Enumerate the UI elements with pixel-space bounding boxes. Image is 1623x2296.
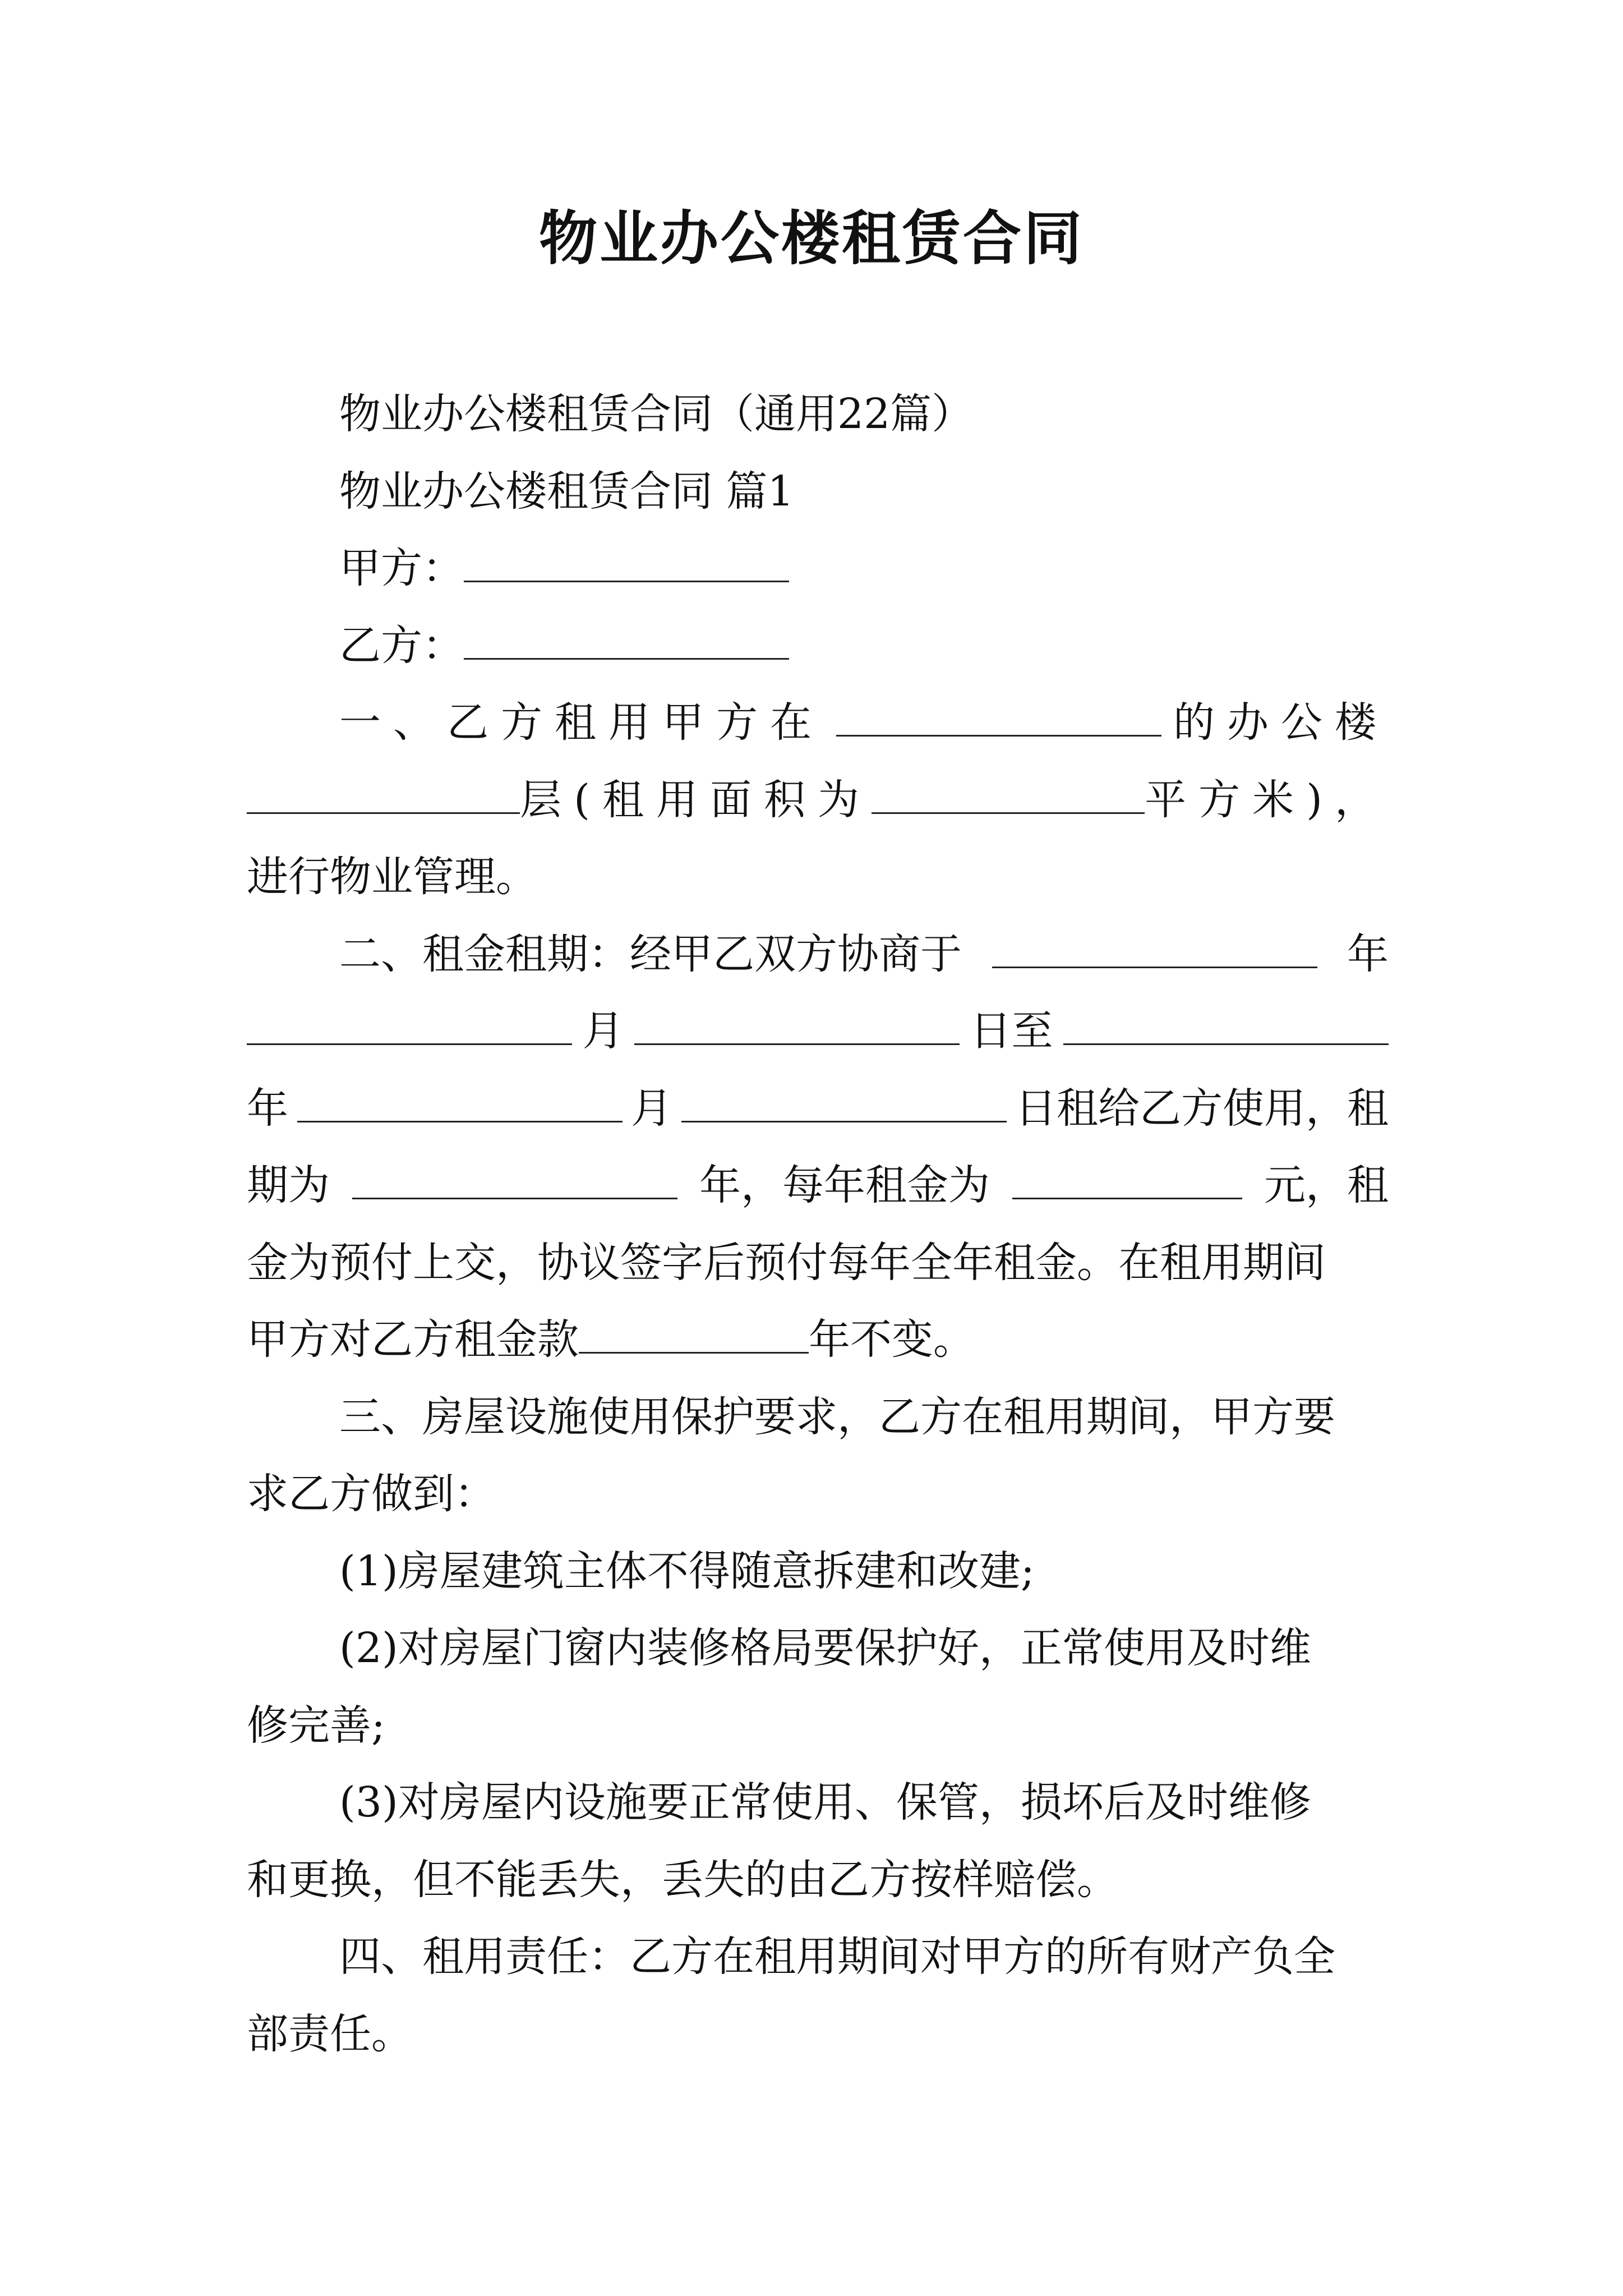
clause-3-line-2 <box>247 1456 1389 1533</box>
party-a-line <box>247 530 1389 608</box>
party-b-blank <box>464 623 789 660</box>
clause-2-term-blank <box>352 1163 677 1199</box>
clause-1-text-a: 一、乙方租用甲方在 <box>339 698 824 747</box>
clause-2-day-blank-1 <box>634 1009 960 1045</box>
clause-4-text-b: 部责任。 <box>247 2009 413 2058</box>
clause-2-text-i: 年，每年租金为 <box>699 1161 990 1209</box>
clause-2-month-blank-1 <box>247 1009 572 1045</box>
party-b-label: 乙方： <box>339 621 464 670</box>
section-heading-text: 物业办公楼租赁合同 篇1 <box>339 467 794 516</box>
clause-2-text-g: 日租给乙方使用，租 <box>1015 1084 1389 1133</box>
clause-2-day-blank-2 <box>681 1086 1007 1122</box>
clause-1-line-2 <box>247 762 1389 839</box>
clause-2-text-h: 期为 <box>247 1161 330 1209</box>
clause-2-text-m: 年不变。 <box>809 1315 975 1364</box>
clause-1-text-e: 进行物业管理。 <box>247 853 537 901</box>
clause-2-line-5 <box>247 1225 1389 1302</box>
clause-1-text-c: 层(租用面积为 <box>520 775 872 824</box>
subtitle-text: 物业办公楼租赁合同（通用22篇） <box>339 390 974 438</box>
clause-4-line-1 <box>247 1918 1389 1996</box>
clause-2-text-c: 月 <box>582 1007 624 1055</box>
clause-3-line-1 <box>247 1379 1389 1456</box>
clause-2-line-2 <box>247 993 1389 1070</box>
clause-2-year-blank-1 <box>992 932 1317 968</box>
clause-3-text-d: (2)对房屋门窗内装修格局要保护好，正常使用及时维 <box>339 1624 1311 1672</box>
clause-2-years-blank <box>579 1317 809 1354</box>
party-a-blank <box>464 546 789 582</box>
section-heading <box>247 453 1389 531</box>
clause-2-text-a: 二、租金租期：经甲乙双方协商于 <box>339 930 962 978</box>
clause-1-text-b: 的办公楼 <box>1173 698 1389 747</box>
clause-2-text-b: 年 <box>1347 930 1389 978</box>
clause-2-text-j: 元，租 <box>1264 1161 1389 1209</box>
clause-1-line-3 <box>247 839 1389 916</box>
clause-1-line-1 <box>247 684 1389 762</box>
subtitle-line <box>247 376 1389 453</box>
clause-3-text-c: (1)房屋建筑主体不得随意拆建和改建; <box>339 1547 1035 1595</box>
clause-2-text-k: 金为预付上交，协议签字后预付每年全年租金。在租用期间 <box>247 1238 1326 1287</box>
clause-3-text-a: 三、房屋设施使用保护要求，乙方在租用期间，甲方要 <box>339 1392 1335 1441</box>
clause-2-line-1 <box>247 916 1389 993</box>
document-body <box>247 376 1389 2073</box>
clause-4-text-a: 四、租用责任：乙方在租用期间对甲方的所有财产负全 <box>339 1932 1335 1981</box>
clause-1-area-blank <box>872 777 1145 814</box>
clause-2-line-6 <box>247 1301 1389 1379</box>
clause-2-text-l: 甲方对乙方租金款 <box>247 1315 579 1364</box>
clause-3-item-3 <box>247 1764 1389 1842</box>
clause-3-text-f: (3)对房屋内设施要正常使用、保管，损坏后及时维修 <box>339 1778 1311 1826</box>
document-title: 物业办公楼租赁合同 <box>538 204 1084 273</box>
clause-2-year-blank-2 <box>1063 1009 1389 1045</box>
party-a-label: 甲方： <box>339 544 464 592</box>
clause-2-line-3 <box>247 1070 1389 1148</box>
clause-2-line-4 <box>247 1147 1389 1225</box>
clause-2-rent-blank <box>1012 1163 1242 1199</box>
clause-1-location-blank <box>836 700 1161 737</box>
clause-3-item-3-cont <box>247 1842 1389 1919</box>
clause-2-text-e: 年 <box>247 1084 288 1133</box>
clause-1-floor-blank <box>247 777 520 814</box>
clause-1-text-d: 平方米)， <box>1145 775 1389 824</box>
party-b-line <box>247 608 1389 685</box>
clause-3-text-g: 和更换，但不能丢失，丢失的由乙方按样赔偿。 <box>247 1855 1118 1904</box>
clause-3-item-1 <box>247 1533 1389 1611</box>
clause-4-line-2 <box>247 1996 1389 2073</box>
clause-2-text-f: 月 <box>631 1084 672 1133</box>
clause-2-month-blank-2 <box>297 1086 623 1122</box>
clause-3-item-2 <box>247 1610 1389 1687</box>
clause-2-text-d: 日至 <box>970 1007 1053 1055</box>
clause-3-text-b: 求乙方做到： <box>247 1470 496 1518</box>
clause-3-item-2-cont <box>247 1687 1389 1765</box>
clause-3-text-e: 修完善; <box>247 1701 385 1750</box>
